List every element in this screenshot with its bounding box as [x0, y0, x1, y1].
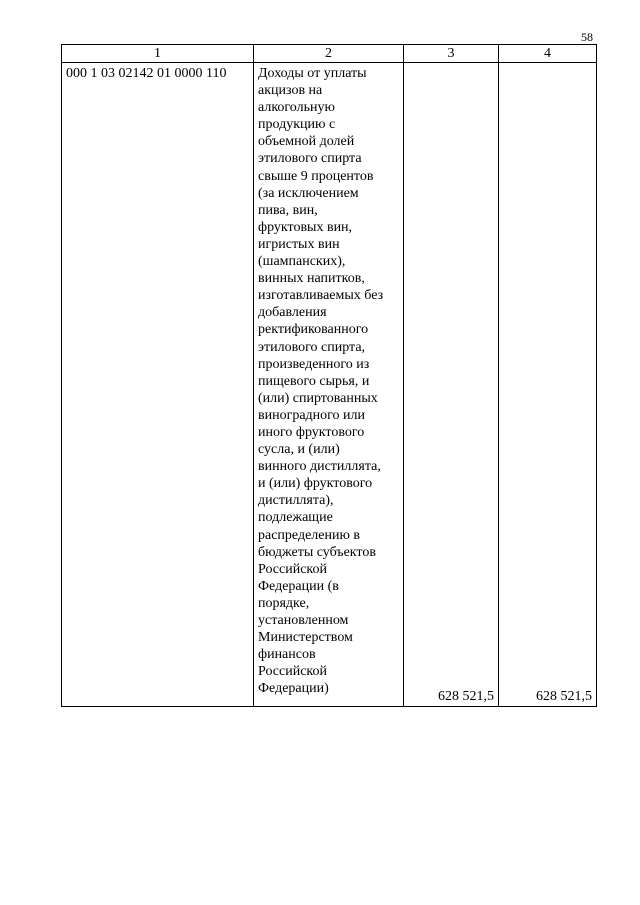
table-header-cell: 1 — [62, 45, 254, 63]
budget-code-cell: 000 1 03 02142 01 0000 110 — [62, 63, 254, 707]
description-text: Доходы от уплаты акцизов на алкогольную продукцию с объемной долей этилового спирта свыше 9 процентов (за исключением пива, вин, фруктовых вин, игристых вин (шампанских), винных напитков, изготавливаемых без добавления ректификованного этилового спирта, произведенного из пищевого сырья, и (или) спиртованных виноградного или иного фруктового сусла, и (или) винного дистиллята, и (или) фруктового дистиллята), подлежащие распределению в бюджеты субъектов Российской Федерации (в порядке, установленном Министерством финансов Российской Федерации) — [258, 66, 384, 697]
budget-table — [61, 44, 597, 707]
table-header-row — [62, 45, 597, 63]
table-header-cell: 4 — [499, 45, 597, 63]
table-header-cell: 3 — [404, 45, 499, 63]
amount-col4-cell: 628 521,5 — [499, 63, 597, 707]
page-number: 58 — [581, 30, 593, 44]
amount-col3-cell: 628 521,5 — [404, 63, 499, 707]
description-cell — [254, 63, 404, 707]
table-row — [62, 63, 597, 707]
table-header-cell: 2 — [254, 45, 404, 63]
